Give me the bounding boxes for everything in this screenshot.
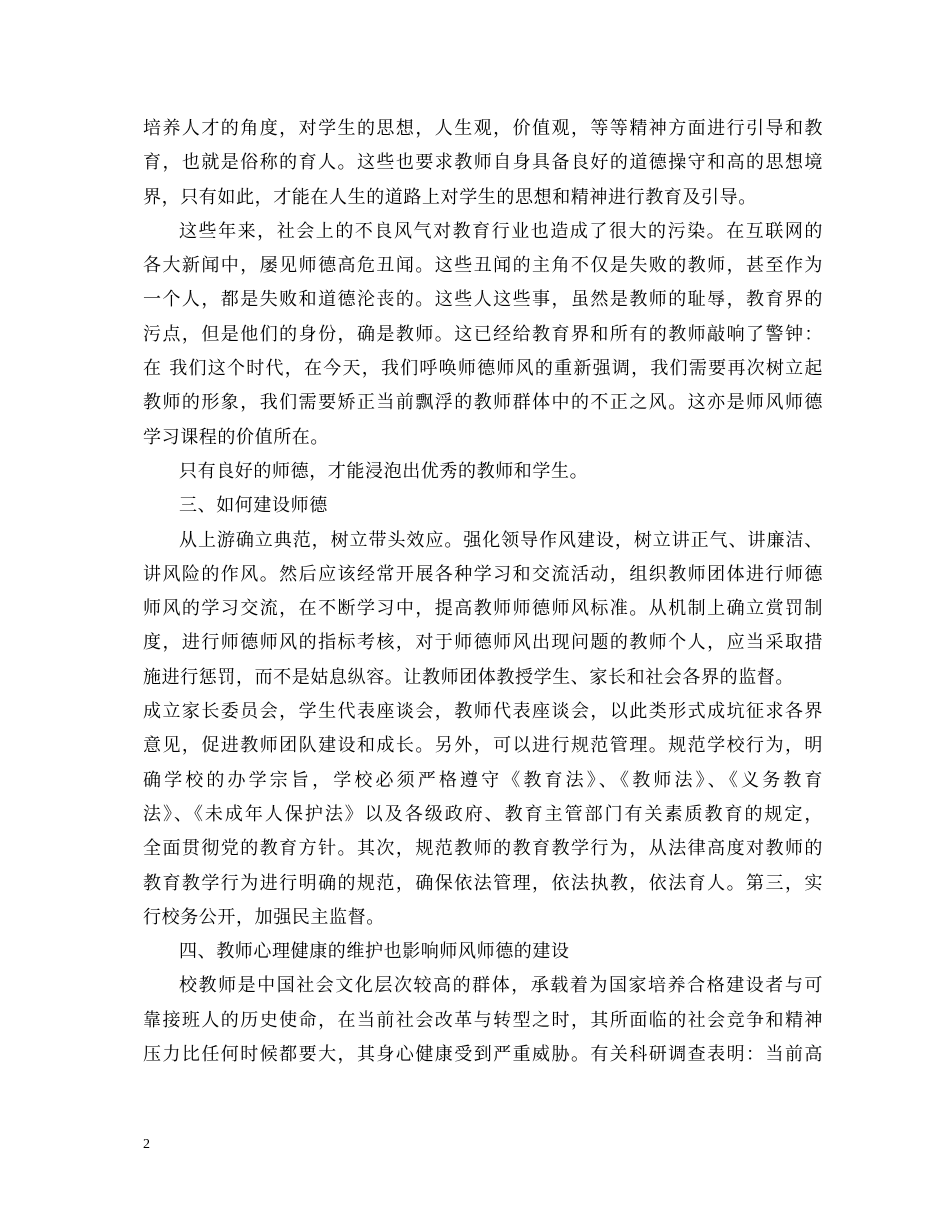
- text-line: 确学校的办学宗旨，学校必须严格遵守《教育法》、《教师法》、《义务教育: [143, 769, 823, 791]
- text-line: 施进行惩罚，而不是姑息纵容。让教师团体教授学生、家长和社会各界的监督。: [143, 666, 794, 688]
- text-line: 教师的形象，我们需要矫正当前飘浮的教师群体中的不正之风。这亦是师风师德: [143, 392, 823, 414]
- text-line: 四、教师心理健康的维护也影响师风师德的建设: [179, 941, 570, 963]
- text-line: 这些年来，社会上的不良风气对教育行业也造成了很大的污染。在互联网的: [179, 220, 823, 242]
- page-number: 2: [143, 1137, 150, 1152]
- text-line: 界，只有如此，才能在人生的道路上对学生的思想和精神进行教育及引导。: [143, 186, 757, 208]
- text-line: 只有良好的师德，才能浸泡出优秀的教师和学生。: [179, 460, 589, 482]
- text-line: 全面贯彻党的教育方针。其次，规范教师的教育教学行为，从法律高度对教师的: [143, 838, 823, 860]
- text-line: 学习课程的价值所在。: [143, 426, 329, 448]
- text-line: 讲风险的作风。然后应该经常开展各种学习和交流活动，组织教师团体进行师德: [143, 563, 823, 585]
- text-line: 在 我们这个时代，在今天，我们呼唤师德师风的重新强调，我们需要再次树立起: [143, 358, 823, 380]
- text-line: 从上游确立典范，树立带头效应。强化领导作风建设，树立讲正气、讲廉洁、: [179, 529, 823, 551]
- text-line: 法》、《未成年人保护法》以及各级政府、教育主管部门有关素质教育的规定，: [143, 803, 823, 825]
- text-line: 压力比任何时候都要大，其身心健康受到严重威胁。有关科研调查表明：当前高: [143, 1044, 823, 1066]
- text-line: 污点，但是他们的身份，确是教师。这已经给教育界和所有的教师敲响了警钟：: [143, 323, 823, 345]
- text-line: 师风的学习交流，在不断学习中，提高教师师德师风标准。从机制上确立赏罚制: [143, 598, 823, 620]
- body-text: [143, 112, 823, 1072]
- text-line: 育，也就是俗称的育人。这些也要求教师自身具备良好的道德操守和高的思想境: [143, 152, 823, 174]
- text-line: 三、如何建设师德: [179, 495, 328, 517]
- text-line: 行校务公开，加强民主监督。: [143, 906, 385, 928]
- text-line: 教育教学行为进行明确的规范，确保依法管理，依法执教，依法育人。第三，实: [143, 872, 823, 894]
- text-line: 成立家长委员会，学生代表座谈会，教师代表座谈会，以此类形式成坑征求各界: [143, 701, 823, 723]
- text-line: 一个人，都是失败和道德沦丧的。这些人这些事，虽然是教师的耻辱，教育界的: [143, 289, 823, 311]
- text-line: 意见，促进教师团队建设和成长。另外，可以进行规范管理。规范学校行为，明: [143, 735, 823, 757]
- text-line: 度，进行师德师风的指标考核，对于师德师风出现问题的教师个人，应当采取措: [143, 632, 823, 654]
- text-line: 校教师是中国社会文化层次较高的群体，承载着为国家培养合格建设者与可: [179, 975, 823, 997]
- text-line: 靠接班人的历史使命，在当前社会改革与转型之时，其所面临的社会竞争和精神: [143, 1009, 823, 1031]
- text-line: 各大新闻中，屡见师德高危丑闻。这些丑闻的主角不仅是失败的教师，甚至作为: [143, 255, 823, 277]
- text-line: 培养人才的角度，对学生的思想，人生观，价值观，等等精神方面进行引导和教: [143, 118, 823, 139]
